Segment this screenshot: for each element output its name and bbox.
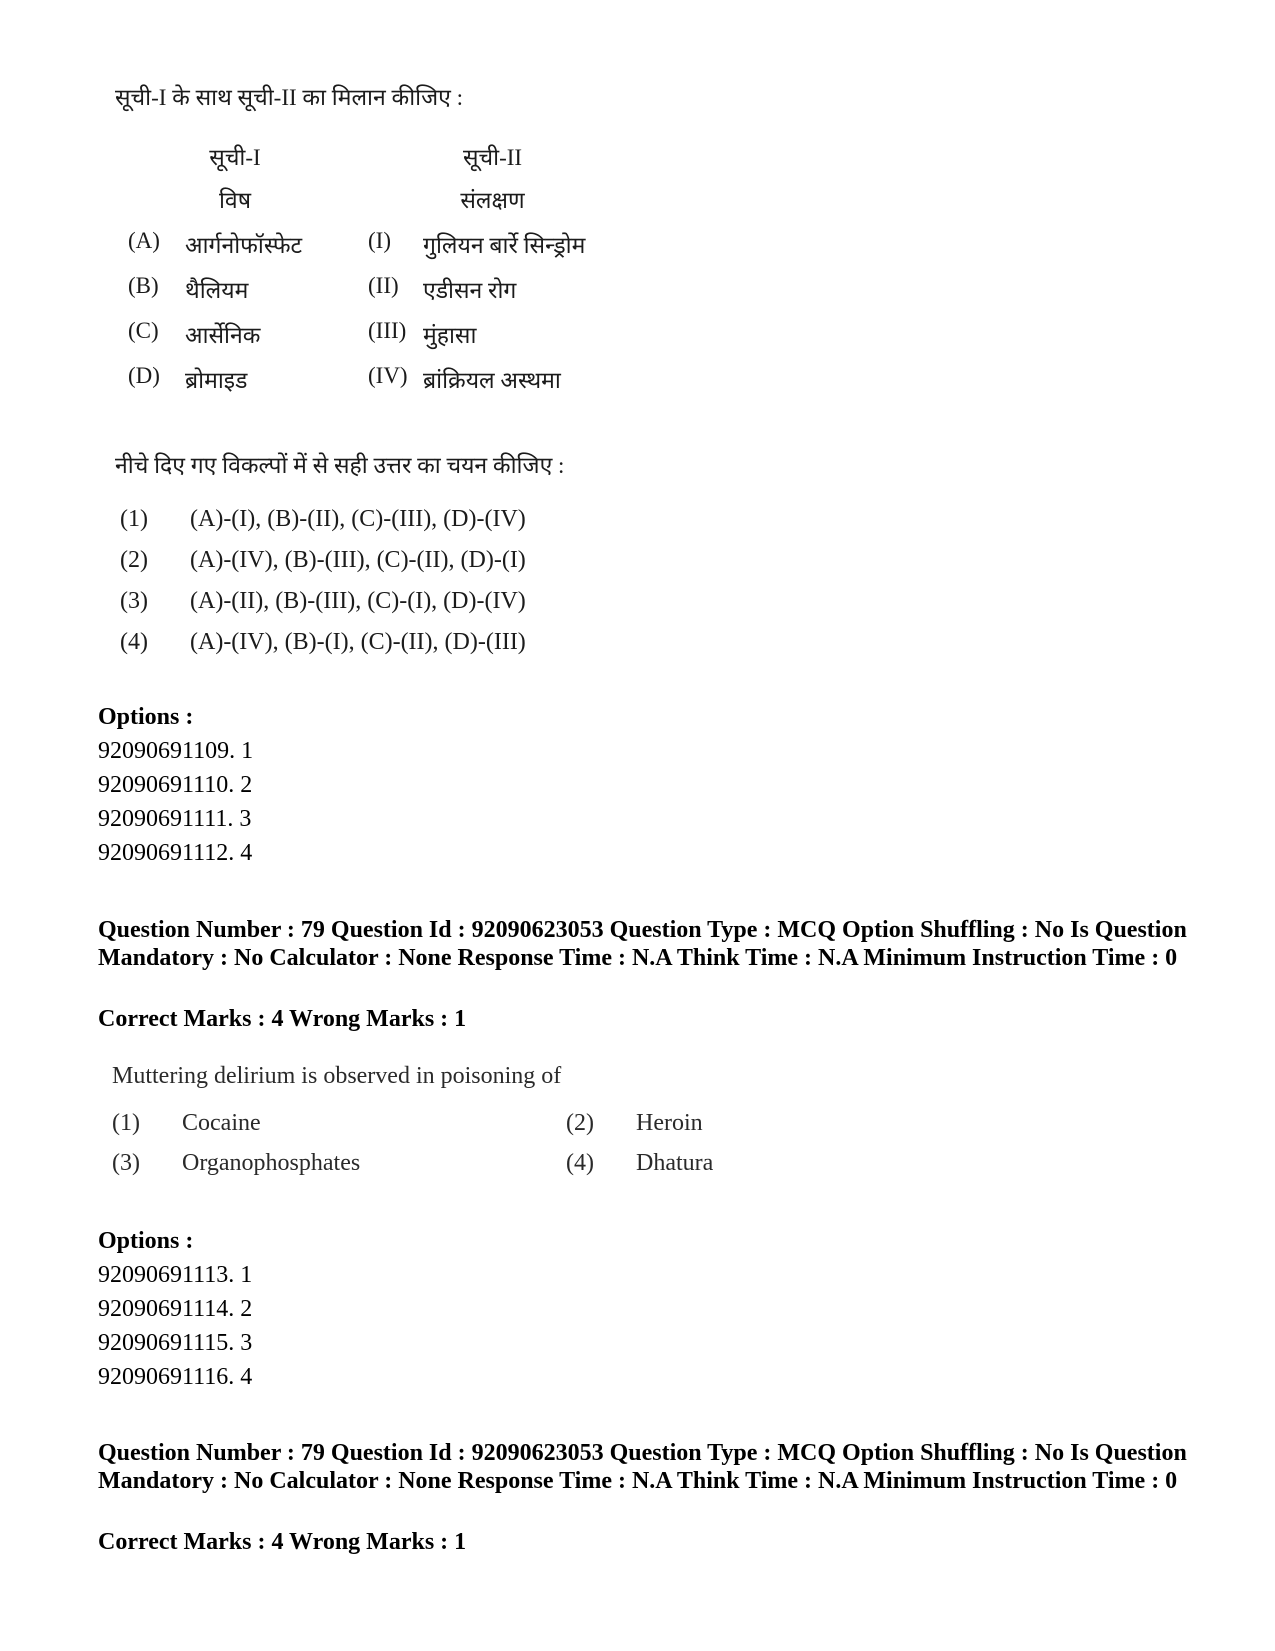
poison-item: आर्सेनिक	[185, 323, 261, 348]
question-marks: Correct Marks : 4 Wrong Marks : 1	[98, 1006, 467, 1032]
choice-text: (A)-(IV), (B)-(III), (C)-(II), (D)-(I)	[190, 547, 526, 573]
choice-number: (2)	[566, 1110, 594, 1136]
list1-title: सूची-I	[209, 145, 261, 170]
choice-text: Heroin	[636, 1110, 703, 1136]
list2-subtitle: संलक्षण	[460, 188, 525, 213]
option-line: 92090691111. 3	[98, 806, 252, 832]
question-marks: Correct Marks : 4 Wrong Marks : 1	[98, 1529, 467, 1555]
choice-text: Organophosphates	[182, 1150, 361, 1176]
poison-item: ब्रोमाइड	[185, 368, 248, 393]
option-line: 92090691113. 1	[98, 1262, 253, 1288]
options-heading: Options :	[98, 1228, 194, 1254]
choice-number: (3)	[112, 1150, 140, 1176]
choice-number: (4)	[120, 629, 148, 655]
row-label: (D)	[128, 363, 160, 388]
choice-text: Cocaine	[182, 1110, 261, 1136]
choice-row	[112, 1150, 360, 1177]
choice-number: (2)	[120, 547, 148, 573]
list2-title: सूची-II	[462, 145, 523, 170]
question-text: Muttering delirium is observed in poisoning of	[112, 1063, 562, 1089]
syndrome-label: (IV)	[368, 363, 408, 388]
syndrome-item: एडीसन रोग	[423, 278, 517, 303]
choice-row	[566, 1110, 703, 1137]
choice-text: (A)-(II), (B)-(III), (C)-(I), (D)-(IV)	[190, 588, 526, 614]
syndrome-label: (I)	[368, 228, 391, 253]
option-line: 92090691115. 3	[98, 1330, 253, 1356]
choice-number: (4)	[566, 1150, 594, 1176]
q1-intro: सूची-I के साथ सूची-II का मिलान कीजिए :	[115, 85, 464, 110]
q1-instruction: नीचे दिए गए विकल्पों में से सही उत्तर का चयन कीजिए :	[115, 453, 565, 478]
syndrome-item: ब्रांक्रियल अस्थमा	[423, 368, 561, 393]
poison-item: आर्गनोफॉस्फेट	[185, 233, 303, 258]
syndrome-label: (II)	[368, 273, 399, 298]
option-line: 92090691114. 2	[98, 1296, 253, 1322]
choice-text: (A)-(I), (B)-(II), (C)-(III), (D)-(IV)	[190, 506, 526, 532]
options-heading: Options :	[98, 704, 194, 730]
choice-row	[566, 1150, 713, 1177]
list1-subtitle: विष	[218, 188, 252, 213]
question-meta: Question Number : 79 Question Id : 92090623053 Question Type : MCQ Option Shuffling : No Is Question Mandatory : No Calculator : None Response Time : N.A Think Time : N.A Minimum Instruction Time : 0	[98, 917, 1187, 971]
row-label: (B)	[128, 273, 159, 298]
syndrome-item: गुलियन बार्रे सिन्ड्रोम	[423, 233, 586, 258]
choice-number: (1)	[112, 1110, 140, 1136]
choice-row	[112, 1110, 261, 1137]
question-meta: Question Number : 79 Question Id : 92090623053 Question Type : MCQ Option Shuffling : No Is Question Mandatory : No Calculator : None Response Time : N.A Think Time : N.A Minimum Instruction Time : 0	[98, 1440, 1187, 1494]
option-line: 92090691112. 4	[98, 840, 253, 866]
choice-number: (3)	[120, 588, 148, 614]
option-line: 92090691116. 4	[98, 1364, 253, 1390]
choice-text: Dhatura	[636, 1150, 714, 1176]
poison-item: थैलियम	[185, 278, 249, 303]
option-line: 92090691110. 2	[98, 772, 253, 798]
row-label: (C)	[128, 318, 159, 343]
option-line: 92090691109. 1	[98, 738, 254, 764]
syndrome-item: मुंहासा	[423, 323, 477, 348]
row-label: (A)	[128, 228, 160, 253]
syndrome-label: (III)	[368, 318, 407, 343]
choice-text: (A)-(IV), (B)-(I), (C)-(II), (D)-(III)	[190, 629, 526, 655]
choice-number: (1)	[120, 506, 148, 532]
